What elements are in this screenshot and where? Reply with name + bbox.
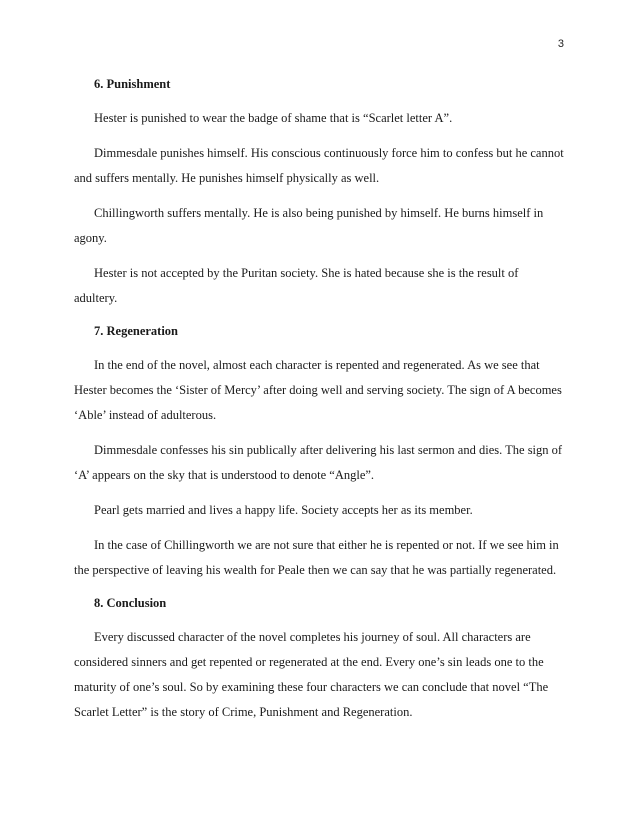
- paragraph: In the end of the novel, almost each character is repented and regenerated. As we see that Hester becomes the ‘Sister of Mercy’ after doing well and serving society. The sign of A becomes ‘Able’ instead of adulterous.: [74, 358, 562, 422]
- document-body: [74, 74, 564, 735]
- paragraph: Pearl gets married and lives a happy life. Society accepts her as its member.: [94, 503, 473, 517]
- paragraph: Chillingworth suffers mentally. He is also being punished by himself. He burns himself in agony.: [74, 206, 544, 245]
- page-number: 3: [557, 38, 564, 50]
- section-regeneration: [74, 321, 564, 583]
- paragraph: Dimmesdale confesses his sin publically after delivering his last sermon and dies. The sign of ‘A’ appears on the sky that is understood to denote “Angle”.: [74, 443, 563, 482]
- section-conclusion: [74, 593, 564, 725]
- paragraph: Hester is punished to wear the badge of shame that is “Scarlet letter A”.: [94, 111, 453, 125]
- paragraph: Hester is not accepted by the Puritan society. She is hated because she is the result of adultery.: [74, 266, 519, 305]
- section-punishment: [74, 74, 564, 311]
- section-heading-punishment: 6. Punishment: [94, 77, 171, 91]
- paragraph: Dimmesdale punishes himself. His conscious continuously force him to confess but he cannot and suffers mentally. He punishes himself physically as well.: [74, 146, 564, 185]
- paragraph: In the case of Chillingworth we are not sure that either he is repented or not. If we see him in the perspective of leaving his wealth for Peale then we can say that he was partially regenerated.: [74, 538, 559, 577]
- paragraph: Every discussed character of the novel completes his journey of soul. All characters are considered sinners and get repented or regenerated at the end. Every one’s sin leads one to the maturity of one’s soul. So by examining these four characters we can conclude that novel “The Scarlet Letter” is the story of Crime, Punishment and Regeneration.: [74, 630, 549, 719]
- section-heading-regeneration: 7. Regeneration: [94, 324, 179, 338]
- section-heading-conclusion: 8. Conclusion: [94, 596, 167, 610]
